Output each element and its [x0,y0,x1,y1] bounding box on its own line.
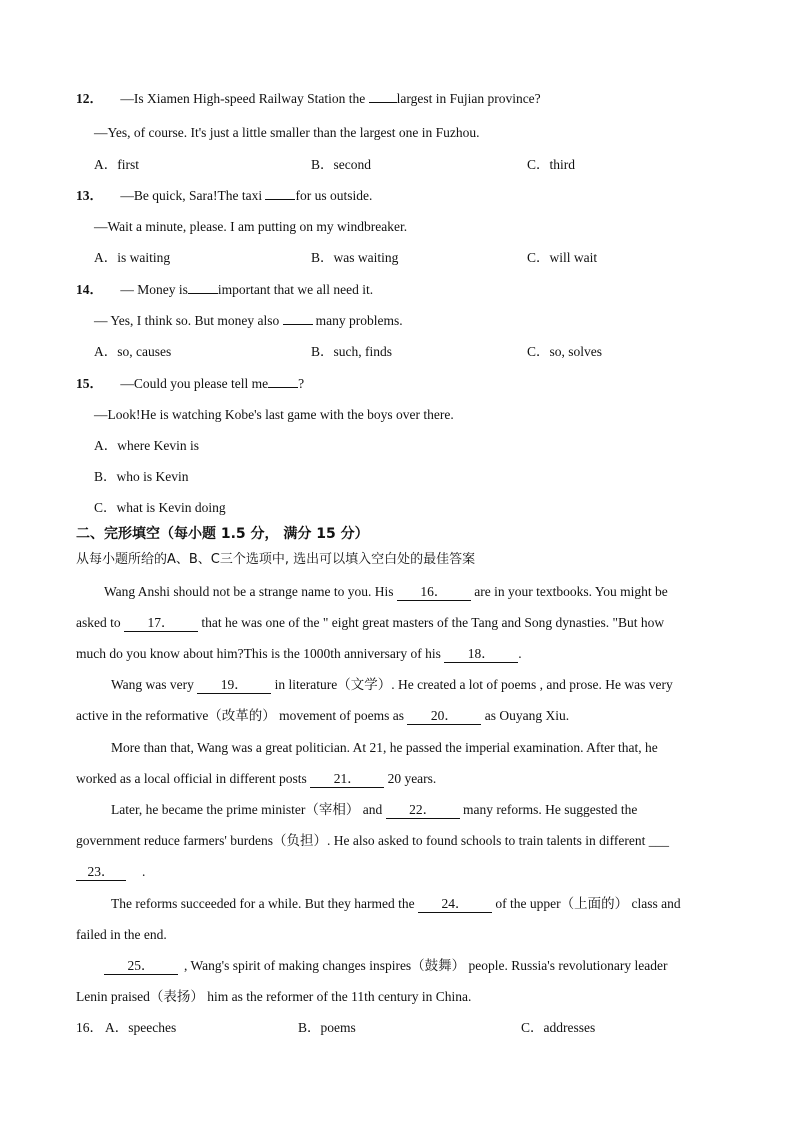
passage-text: Wang was very [111,677,198,692]
passage-line [76,614,664,632]
passage-line [104,957,667,975]
blank-21[interactable]: 21． [310,771,384,788]
passage-text: asked to [76,615,124,630]
blank-25[interactable]: 25． [104,958,178,975]
passage-line: failed in the end. [76,927,167,942]
blank-20[interactable]: 20． [407,708,481,725]
blank-18[interactable]: 18． [444,646,518,663]
section-title: 二、完形填空（每小题 1.5 分， 满分 15 分） [76,526,369,542]
option-b[interactable]: B．was waiting [311,250,399,265]
question-number: 13． [76,188,103,203]
passage-text: Wang Anshi should not be a strange name to you. His [104,584,397,599]
question-text: ? [298,376,305,391]
question-text: —Is Xiamen High-speed Railway Station the [120,91,369,106]
answer-text: — Yes, I think so. But money also [94,313,283,328]
passage-text: many reforms. He suggested the [459,802,638,817]
passage-line [111,895,681,913]
passage-text: 20 years. [384,771,437,786]
answer-line: —Look!He is watching Kobe's last game with the boys over there. [94,407,454,422]
question-number: 12． [76,91,103,106]
answer-line: —Wait a minute, please. I am putting on my windbreaker. [94,219,408,234]
passage-line [111,676,673,694]
passage-text: much do you know about him?This is the 1000th anniversary of his [76,646,445,661]
answer-blank[interactable] [268,387,298,388]
option-b[interactable]: B．poems [298,1020,356,1035]
passage-line [76,707,569,725]
question-text: for us outside. [295,188,373,203]
option-c[interactable]: C．will wait [527,250,598,265]
question-12 [76,90,541,108]
passage-text: Later, he became the prime minister（宰相） and [111,802,386,817]
question-14 [76,281,373,299]
passage-text: The reforms succeeded for a while. But they harmed the [111,896,419,911]
option-a[interactable]: A．is waiting [94,250,171,265]
question-text: largest in Fujian province? [396,91,541,106]
blank-17[interactable]: 17． [124,615,198,632]
passage-text: of the upper（上面的） class and [492,896,681,911]
option-b[interactable]: B．such, finds [311,344,392,359]
passage-line: government reduce farmers' burdens（负担）. He also asked to found schools to train talents in different ___ [76,833,670,848]
passage-text: , Wang's spirit of making changes inspires（鼓舞） people. Russia's revolutionary leader [184,958,668,973]
passage-line [76,770,436,788]
option-c[interactable]: C．so, solves [527,344,603,359]
blank-23[interactable]: 23． [76,864,126,881]
question-text: important that we all need it. [217,282,374,297]
passage-text: that he was one of the " eight great masters of the Tang and Song dynasties. "But how [198,615,665,630]
passage-text: . [142,864,146,879]
option-c[interactable]: C．addresses [521,1020,596,1035]
blank-16[interactable]: 16． [397,584,471,601]
option-c[interactable]: C．what is Kevin doing [94,500,226,515]
passage-text: active in the reformative（改革的） movement of poems as [76,708,408,723]
passage-text: worked as a local official in different posts [76,771,311,786]
answer-blank[interactable] [283,324,313,325]
passage-line [76,863,145,881]
answer-blank[interactable] [369,102,397,103]
option-a[interactable]: A．first [94,157,139,172]
blank-22[interactable]: 22． [386,802,460,819]
option-a[interactable]: A．speeches [105,1020,177,1035]
answer-line [94,312,403,330]
answer-text: many problems. [315,313,403,328]
passage-line [104,583,668,601]
passage-text: are in your textbooks. You might be [470,584,668,599]
option-a[interactable]: A．where Kevin is [94,438,199,453]
passage-line: Lenin praised（表扬） him as the reformer of the 11th century in China. [76,989,472,1004]
blank-19[interactable]: 19． [197,677,271,694]
question-text: —Could you please tell me [120,376,269,391]
answer-line: —Yes, of course. It's just a little smaller than the largest one in Fuzhou. [94,125,480,140]
blank-24[interactable]: 24． [418,896,492,913]
answer-blank[interactable] [265,199,295,200]
question-number: 14． [76,282,103,297]
option-b[interactable]: B．second [311,157,371,172]
passage-line: More than that, Wang was a great politician. At 21, he passed the imperial examination. After that, he [111,740,658,755]
option-b[interactable]: B．who is Kevin [94,469,189,484]
passage-text: in literature（文学）. He created a lot of poems , and prose. He was very [271,677,673,692]
question-number: 16． [76,1020,103,1035]
section-instruction: 从每小题所给的A、B、C三个选项中, 选出可以填入空白处的最佳答案 [76,552,476,567]
option-a[interactable]: A．so, causes [94,344,172,359]
question-13 [76,187,372,205]
question-number: 15． [76,376,103,391]
question-text: —Be quick, Sara!The taxi [120,188,266,203]
question-15 [76,375,304,393]
question-text: — Money is [120,282,188,297]
passage-text: . [518,646,522,661]
passage-line [111,801,637,819]
question-16 [76,1019,103,1037]
option-c[interactable]: C．third [527,157,576,172]
passage-text: as Ouyang Xiu. [481,708,570,723]
answer-blank[interactable] [188,293,218,294]
passage-line [76,645,522,663]
